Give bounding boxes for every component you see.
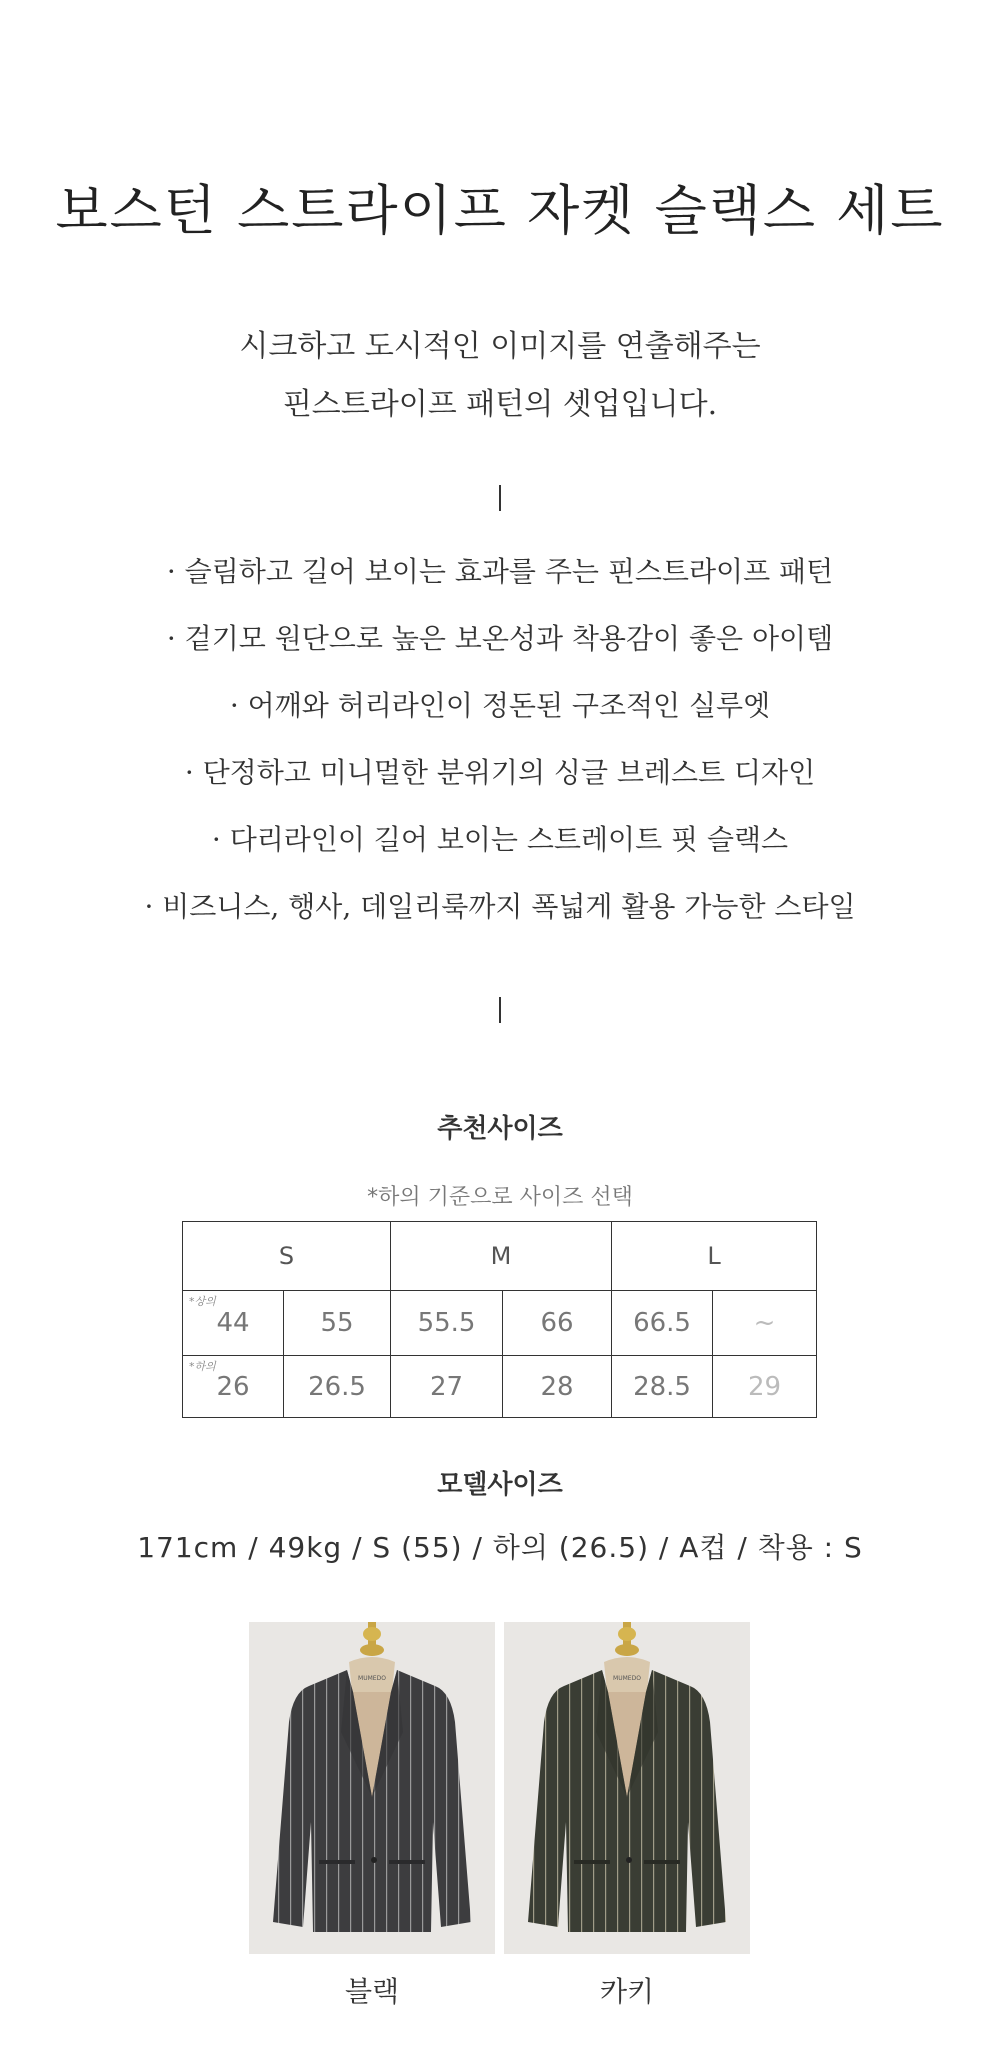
feature-item: · 슬림하고 길어 보이는 효과를 주는 핀스트라이프 패턴 [166, 555, 834, 588]
size-cell: 55.5 [391, 1291, 503, 1356]
mannequin-tag: MUMEDO [358, 1675, 386, 1682]
size-header-m: M [391, 1222, 612, 1291]
feature-item: · 겉기모 원단으로 높은 보온성과 착용감이 좋은 아이템 [166, 622, 834, 655]
color-label-black: 블랙 [344, 1975, 400, 2008]
size-header-l: L [612, 1222, 817, 1291]
top-size-row [183, 1291, 817, 1356]
size-header-row [183, 1222, 817, 1291]
size-cell: ~ [713, 1291, 817, 1356]
feature-list [0, 538, 1000, 940]
size-cell: 26.5 [284, 1356, 391, 1418]
size-cell: 66 [503, 1291, 612, 1356]
product-photo-black[interactable] [249, 1622, 495, 1954]
size-cell: *상의 44 [183, 1291, 284, 1356]
size-cell: 29 [713, 1356, 817, 1418]
size-cell: 55 [284, 1291, 391, 1356]
recommended-size-title: 추천사이즈 [437, 1114, 563, 1144]
product-intro [0, 318, 1000, 434]
size-cell: 66.5 [612, 1291, 713, 1356]
mannequin-tag: MUMEDO [613, 1675, 641, 1682]
feature-item: · 다리라인이 길어 보이는 스트레이트 핏 슬랙스 [211, 823, 789, 856]
divider-line [499, 997, 501, 1023]
size-cell: *하의 26 [183, 1356, 284, 1418]
feature-item: · 단정하고 미니멀한 분위기의 싱글 브레스트 디자인 [184, 756, 816, 789]
size-cell: 28.5 [612, 1356, 713, 1418]
top-label: *상의 [189, 1295, 216, 1308]
size-cell: 27 [391, 1356, 503, 1418]
size-table [182, 1221, 817, 1418]
model-size-title: 모델사이즈 [437, 1470, 563, 1500]
color-label-khaki: 카키 [599, 1975, 655, 2008]
product-photo-khaki[interactable] [504, 1622, 750, 1954]
divider-line [499, 485, 501, 511]
size-cell: 28 [503, 1356, 612, 1418]
bottom-label: *하의 [189, 1360, 216, 1373]
feature-item: · 어깨와 허리라인이 정돈된 구조적인 실루엣 [229, 689, 771, 722]
model-size-info: 171cm / 49kg / S (55) / 하의 (26.5) / A컵 / 착용 : S [137, 1531, 863, 1564]
size-header-s: S [183, 1222, 391, 1291]
intro-line-1: 시크하고 도시적인 이미지를 연출해주는 [239, 329, 761, 364]
product-title: 보스턴 스트라이프 자켓 슬랙스 세트 [55, 179, 945, 242]
intro-line-2: 핀스트라이프 패턴의 셋업입니다. [282, 387, 718, 422]
bottom-size-row [183, 1356, 817, 1418]
size-note: *하의 기준으로 사이즈 선택 [367, 1185, 633, 1210]
feature-item: · 비즈니스, 행사, 데일리룩까지 폭넓게 활용 가능한 스타일 [144, 890, 856, 923]
